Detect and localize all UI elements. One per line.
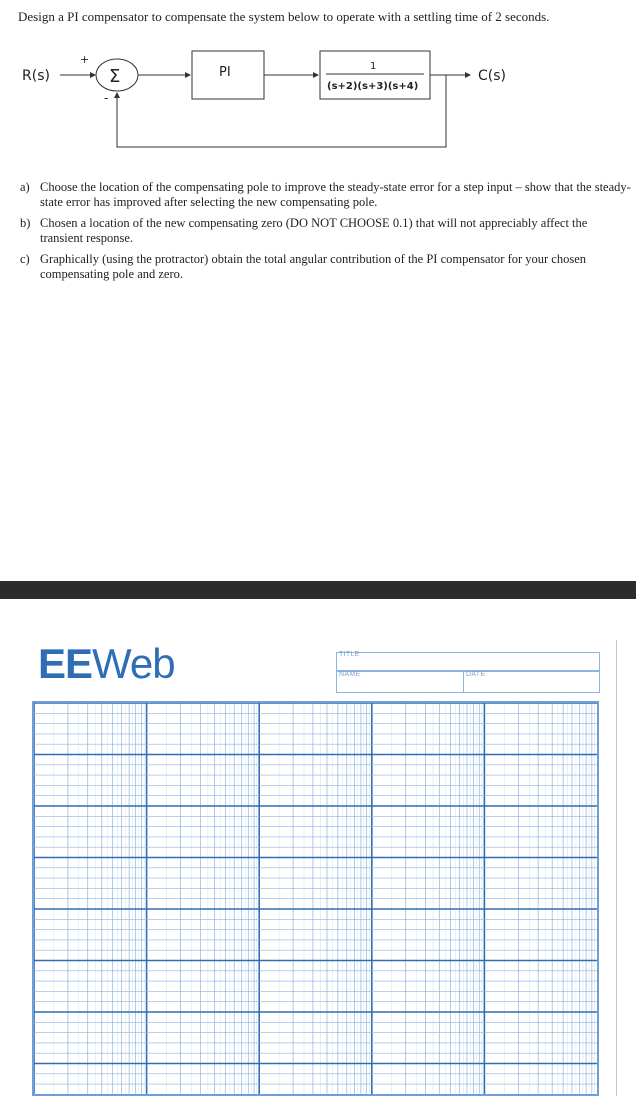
plant-numerator: 1 — [370, 61, 377, 72]
date-field-label: DATE — [466, 671, 486, 678]
sheet-edge — [616, 640, 617, 1096]
question-text: Chosen a location of the new compensating zero (DO NOT CHOOSE 0.1) that will not appreciably affect the transient response. — [40, 216, 588, 245]
problem-title: Design a PI compensator to compensate the system below to operate with a settling time of 2 seconds. — [18, 9, 550, 24]
block-diagram — [0, 40, 636, 155]
question-text: Choose the location of the compensating pole to improve the steady-state error for a step input – show that the steady-state error has improved after selecting the new compensating pole. — [40, 180, 631, 209]
grid-lines — [34, 703, 597, 1094]
logo-regular-text: Web — [92, 640, 175, 687]
logo-bold-text: EE — [38, 640, 93, 687]
plant-denominator: (s+2)(s+3)(s+4) — [327, 81, 419, 92]
section-divider — [0, 581, 636, 599]
output-label: C(s) — [478, 68, 506, 84]
question-letter: a) — [20, 180, 30, 194]
question-letter: b) — [20, 216, 31, 230]
title-field-label: TITLE — [339, 651, 360, 658]
summer-symbol: Σ — [109, 66, 121, 87]
question-item — [20, 180, 632, 210]
question-item — [20, 252, 632, 282]
question-list — [20, 180, 632, 288]
eeweb-logo — [38, 640, 175, 688]
question-item — [20, 216, 632, 246]
pi-label: PI — [219, 65, 231, 80]
title-field[interactable] — [336, 652, 600, 671]
plus-sign: + — [80, 53, 90, 66]
question-text: Graphically (using the protractor) obtain the total angular contribution of the PI compensator for your chosen compensating pole and zero. — [40, 252, 587, 281]
minus-sign: - — [104, 91, 109, 105]
input-label: R(s) — [22, 68, 50, 84]
graph-grid[interactable] — [32, 701, 599, 1096]
question-letter: c) — [20, 252, 30, 266]
name-field-label: NAME — [339, 671, 361, 678]
